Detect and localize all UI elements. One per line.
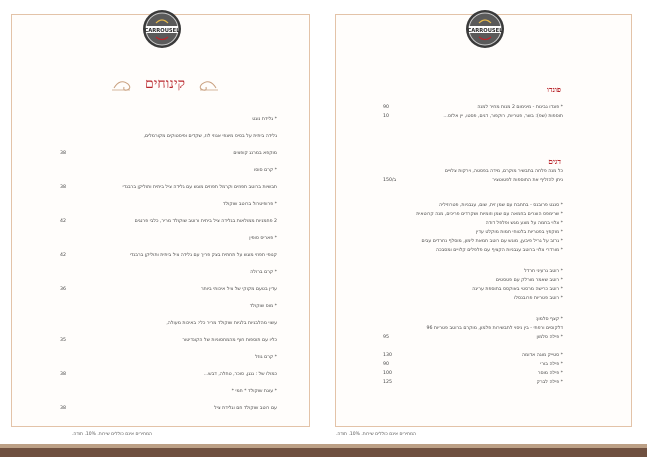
menu-item: * מורדרי צלוי ברוטב עגבניות הקציף עם פלפלים קלויים ומסבכה bbox=[436, 248, 563, 253]
menu-item: * קרם סוסו bbox=[253, 168, 277, 173]
menu-item: כמולו של : גנגן, סוכר, טחלה, דבש... 38 bbox=[60, 372, 277, 377]
svg-text:CARROUSEL: CARROUSEL bbox=[144, 27, 180, 34]
menu-item: קנופי תפוזי מוגש על תחתית בצק פריך עם גלידה ציל ביתית ותוליקן ברבנדי 42 bbox=[60, 253, 277, 258]
menu-item: עם רוטב שוקולד חם וגלידת ציל 38 bbox=[60, 406, 277, 411]
menu-item: תבשיות ברוטב תפוזים וקרמל תפוזים מוגש עם גלידה ציל ביתית ותוליקן ברבנדי 38 bbox=[60, 185, 277, 190]
menu-item: * רוטב פטריות פרובנסלו bbox=[514, 296, 563, 301]
menu-item: * רוטב שאמר מורלק עם פטסטים bbox=[495, 278, 563, 283]
menu-item: * מוס שוקולד bbox=[249, 304, 277, 309]
carrousel-logo bbox=[142, 9, 182, 49]
bottom-band-dark bbox=[0, 448, 647, 457]
carrousel-logo bbox=[465, 9, 505, 49]
menu-item: * פילה מוסר 100 bbox=[383, 371, 563, 376]
menu-item: * מוקפץ בפטריות בלטוחי חמות מוקלט עדין bbox=[476, 230, 563, 235]
menu-item: * גרזב על גריל פיבען, מוגש עם רוטב חמאת לימון, מוסלף נחרדים עבים bbox=[421, 239, 563, 244]
menu-item: * קרם גוזל bbox=[255, 355, 277, 360]
menu-item: כליו עם תוספות חוף מהמחסוניות של הקונדיטור 35 bbox=[60, 338, 277, 343]
menu-item: עשוי מהלבניות בלגיות שוקולד מריר כלי: באיכות מעולה, bbox=[166, 321, 277, 326]
svg-text:CARROUSEL: CARROUSEL bbox=[467, 27, 503, 34]
footer-note-left: המחירים אינם כוללים שירות. 10%. תודה. bbox=[72, 432, 152, 437]
menu-item: כל מנה פלחה בתבשיר מוקרם, מידה בפסטה, וירקות צלויים bbox=[444, 169, 563, 174]
footer-note-right: המחירים אינם כוללים שירות. 10%. תודה. bbox=[336, 432, 416, 437]
menu-item: * פונדו גבינות - מינימום 2 מנות מחיר למנה 90 bbox=[383, 105, 563, 110]
menu-item: * סנגט פרובנס - בתחבת עם שמן זית, שום, עגבניות, פטרוזיליה bbox=[439, 203, 563, 208]
menu-item: * סטייק מוגה אדומה 130 bbox=[383, 353, 563, 358]
page-title: קינוחים bbox=[145, 76, 185, 92]
menu-item: * פילה בורי 90 bbox=[383, 362, 563, 367]
menu-page-desserts bbox=[11, 14, 310, 427]
section-heading-fish: דגים bbox=[548, 157, 561, 166]
menu-item: * קצף סלמון: bbox=[535, 317, 563, 322]
menu-item: גלידה ביתית על בסיס מיצפי אגוזי לוז, שקדים ופיסטוקים מקורמלים, bbox=[143, 134, 277, 139]
menu-item: * רוטב כרישה מרסטי באוקסס בתוספת עריגה bbox=[472, 287, 563, 292]
menu-item: * פרופיטרול ברוטב שוקולד bbox=[222, 202, 277, 207]
menu-page-fondue-fish bbox=[335, 14, 632, 427]
menu-item: 2 פחמניות ממולאות בגלידה ציל ביתית ורוטב שוקולד מריר, כלבי פרנגים 42 bbox=[60, 219, 277, 224]
menu-item: * פאריס סופין bbox=[249, 236, 277, 241]
menu-item: * פילה לברק 125 bbox=[383, 380, 563, 385]
menu-item: דלקוסים ורפתי - בין ניסוי לתבשירות פלמון, מוקרם ברוטב פטריות 96 bbox=[426, 326, 563, 331]
desserts-title bbox=[110, 74, 220, 98]
menu-item: * צלוי בחמה על מצע מגש ופלפל דודה bbox=[485, 221, 563, 226]
menu-item: * גלידת נוגט bbox=[252, 117, 277, 122]
menu-item: * שרימפס הוצרים בחמאה עם שמן וזומיות ושקרדים פריכים, מנה קרוטאית bbox=[416, 212, 563, 217]
section-heading-fondue: פונדו bbox=[547, 85, 561, 94]
menu-item: עדין בטעם מקוקי של ציל איכותי ביותר 36 bbox=[60, 287, 277, 292]
menu-item: * עוגת שוקולד * חמי * bbox=[231, 389, 277, 394]
menu-item: * רוטב גרעיני חרדל bbox=[524, 269, 563, 274]
menu-item: מוקפא במרנג קופצים 38 bbox=[60, 151, 277, 156]
menu-item: * קרם ברולה bbox=[250, 270, 277, 275]
menu-item: ניתן להזליף את התוספות לפטוטציר ב/150 bbox=[383, 178, 563, 183]
menu-item: תוספות (שפ): בשר, פטריות, רוקפור, דגים, פסטו, יין אלזס... 10 bbox=[383, 114, 563, 119]
menu-item: * פילה סלמון 95 bbox=[383, 335, 563, 340]
